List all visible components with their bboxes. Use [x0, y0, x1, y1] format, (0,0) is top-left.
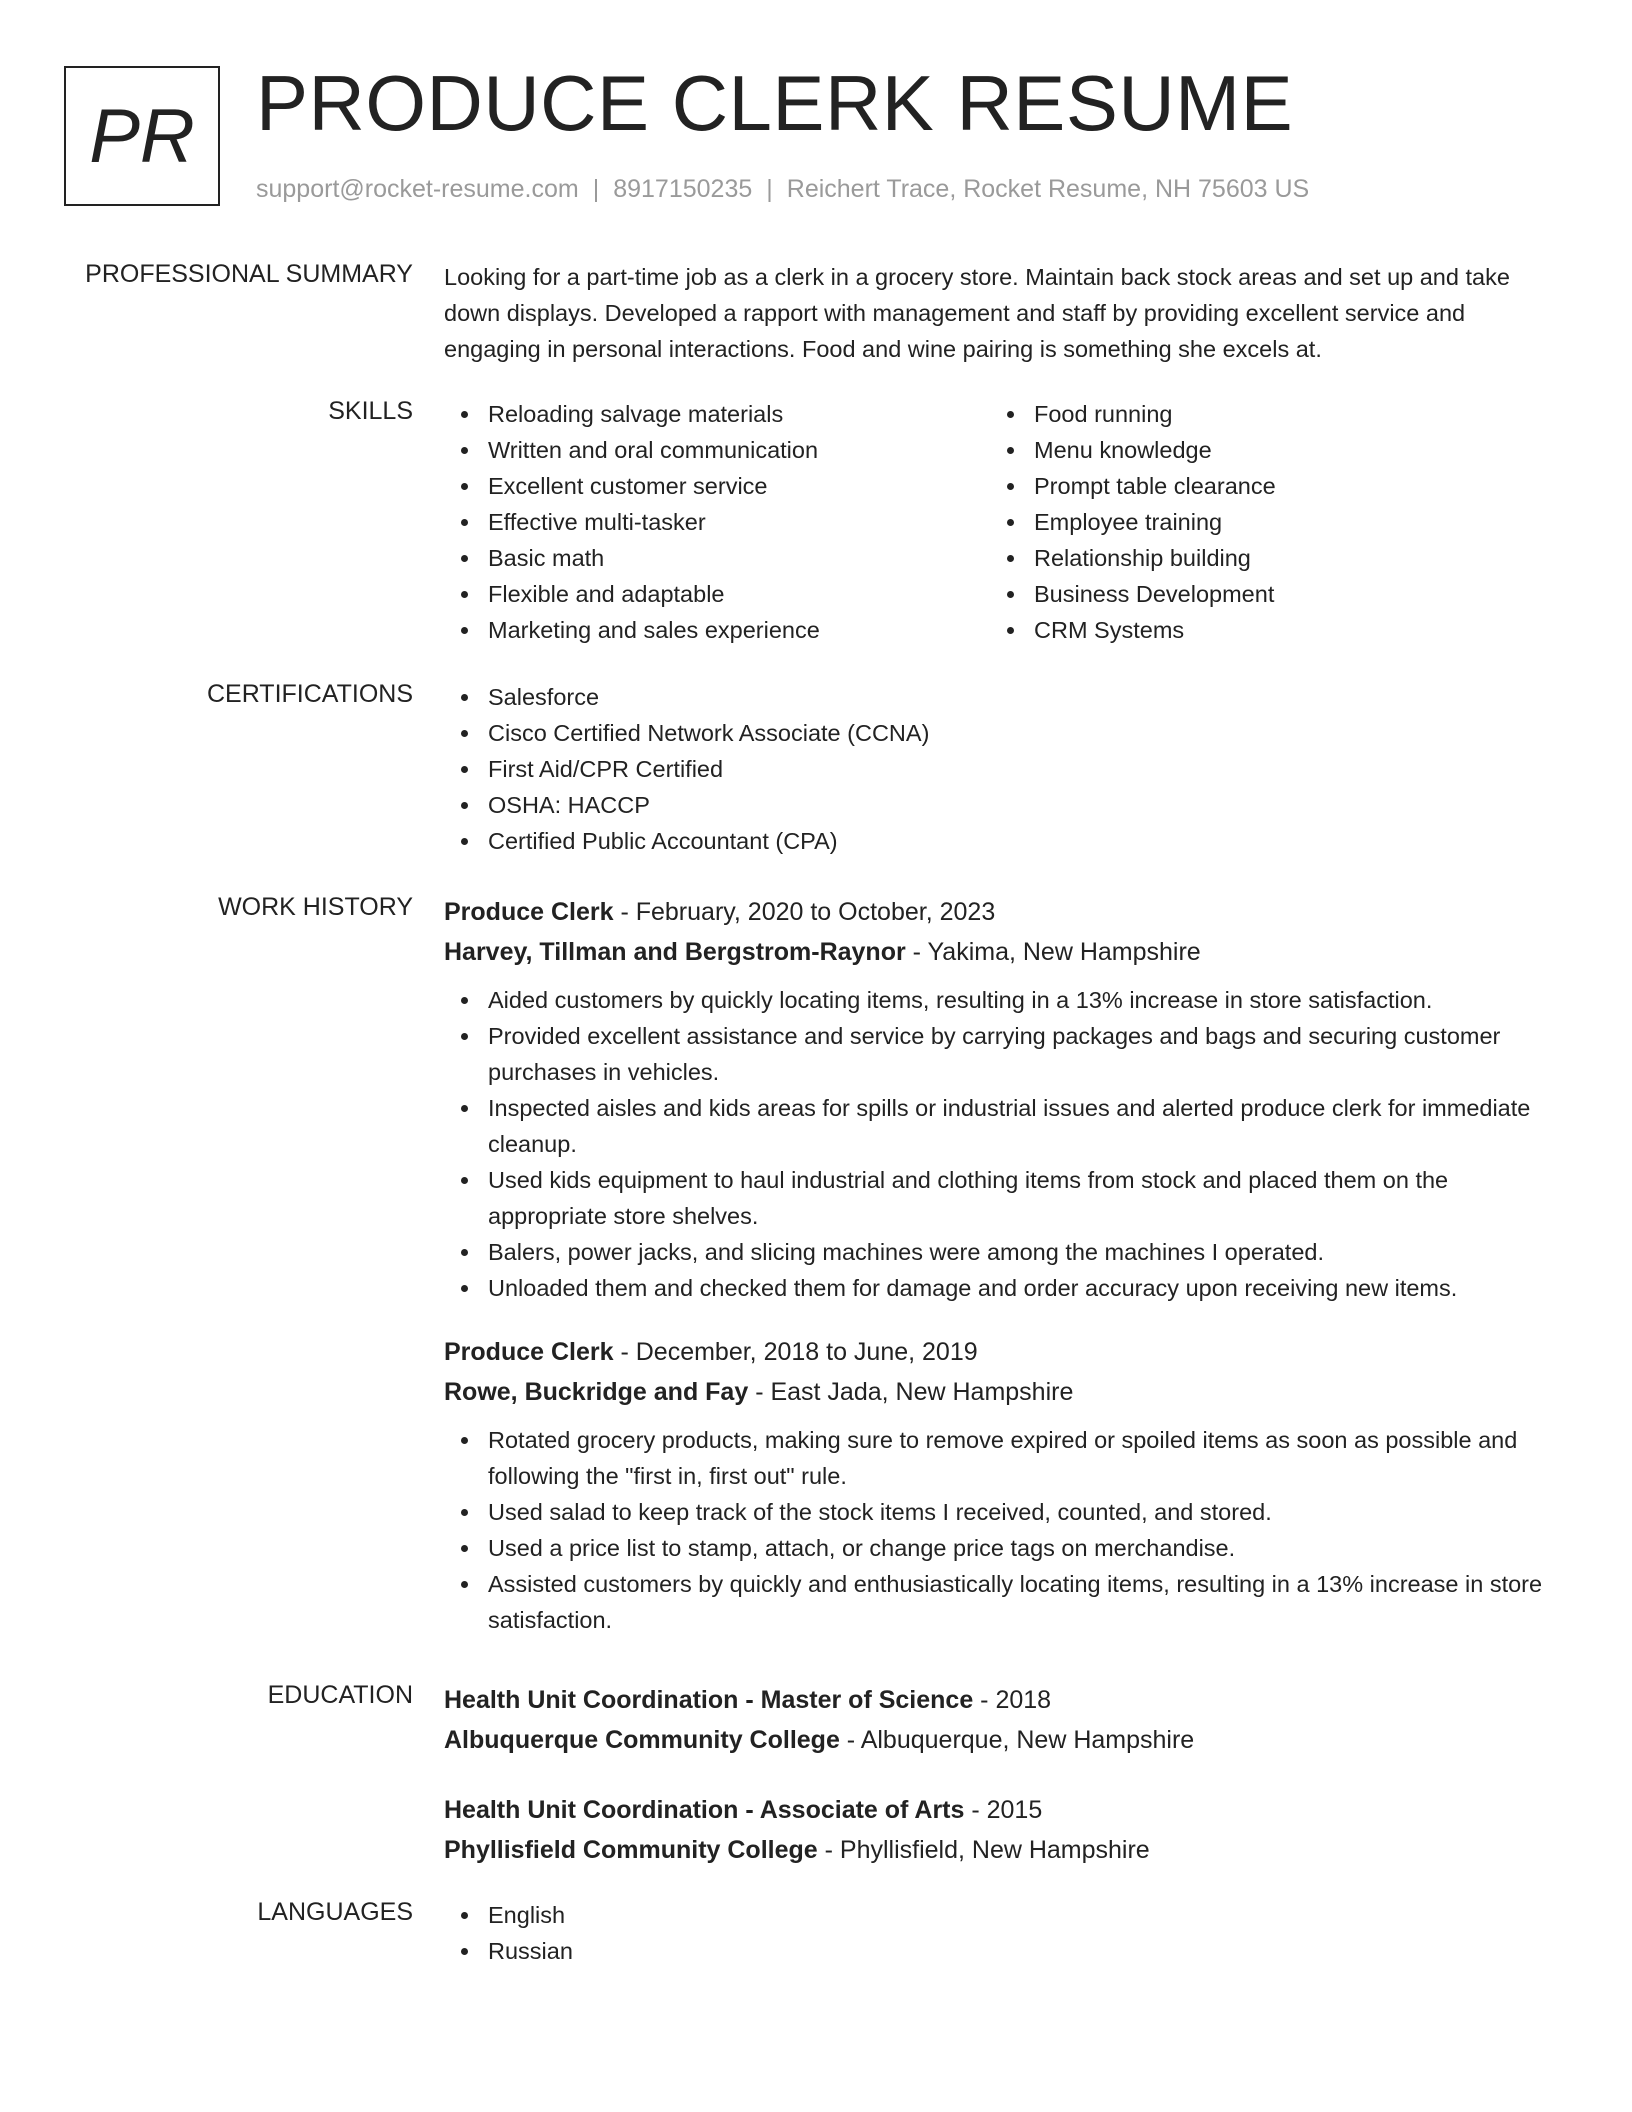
- job-dates: - February, 2020 to October, 2023: [613, 898, 996, 926]
- languages-list: [444, 1897, 1554, 1969]
- education-degree-line: [444, 1790, 1554, 1830]
- skill-item: Prompt table clearance: [1034, 468, 1536, 504]
- certifications-list: [444, 679, 1554, 859]
- section-label-education: EDUCATION: [267, 1681, 413, 1709]
- skills-columns: [444, 396, 1554, 648]
- section-label-work: WORK HISTORY: [218, 893, 413, 921]
- skills-list-right: [990, 396, 1536, 648]
- job-title: Produce Clerk: [444, 898, 614, 926]
- skill-item: Excellent customer service: [488, 468, 990, 504]
- job-duty-item: Aided customers by quickly locating items, resulting in a 13% increase in store satisfaction.: [488, 982, 1554, 1018]
- skill-item: Food running: [1034, 396, 1536, 432]
- education-entry: [444, 1790, 1554, 1870]
- skill-item: Reloading salvage materials: [488, 396, 990, 432]
- skill-item: Marketing and sales experience: [488, 612, 990, 648]
- skill-item: Relationship building: [1034, 540, 1536, 576]
- contact-address: Reichert Trace, Rocket Resume, NH 75603 US: [786, 175, 1310, 203]
- job-location: - Yakima, New Hampshire: [905, 938, 1201, 966]
- section-label-certifications: CERTIFICATIONS: [206, 680, 413, 708]
- education-school-line: [444, 1830, 1554, 1870]
- certification-item: Salesforce: [488, 679, 1554, 715]
- job-entry: [444, 1332, 1554, 1638]
- certification-item: OSHA: HACCP: [488, 787, 1554, 823]
- contact-line: [256, 174, 1309, 204]
- job-company: Harvey, Tillman and Bergstrom-Raynor: [444, 938, 906, 966]
- job-company: Rowe, Buckridge and Fay: [444, 1378, 749, 1406]
- job-company-line: [444, 1372, 1554, 1412]
- skill-item: Menu knowledge: [1034, 432, 1536, 468]
- certification-item: Certified Public Accountant (CPA): [488, 823, 1554, 859]
- certifications-body: [444, 679, 1554, 859]
- education-location: - Phyllisfield, New Hampshire: [817, 1836, 1150, 1864]
- education-degree: Health Unit Coordination - Associate of Arts: [444, 1796, 965, 1824]
- job-duty-item: Rotated grocery products, making sure to remove expired or spoiled items as soon as possible and following the "first in, first out" rule.: [488, 1422, 1554, 1494]
- education-school: Albuquerque Community College: [444, 1726, 840, 1754]
- education-year: - 2015: [964, 1796, 1043, 1824]
- job-title-line: [444, 892, 1554, 932]
- job-company-line: [444, 932, 1554, 972]
- skill-item: Flexible and adaptable: [488, 576, 990, 612]
- job-duty-item: Used kids equipment to haul industrial and clothing items from stock and placed them on the appropriate store shelves.: [488, 1162, 1554, 1234]
- job-duty-item: Provided excellent assistance and service by carrying packages and bags and securing customer purchases in vehicles.: [488, 1018, 1554, 1090]
- resume-title: PRODUCE CLERK RESUME: [256, 59, 1294, 147]
- certification-item: First Aid/CPR Certified: [488, 751, 1554, 787]
- section-label-skills: SKILLS: [328, 397, 413, 425]
- skill-item: Employee training: [1034, 504, 1536, 540]
- contact-phone: 8917150235: [613, 175, 753, 203]
- job-title: Produce Clerk: [444, 1338, 614, 1366]
- job-duties-list: [444, 1422, 1554, 1638]
- skill-item: Business Development: [1034, 576, 1536, 612]
- contact-email: support@rocket-resume.com: [256, 175, 579, 203]
- skill-item: Written and oral communication: [488, 432, 990, 468]
- education-entry: [444, 1680, 1554, 1760]
- work-history-body: [444, 892, 1554, 1638]
- job-duties-list: [444, 982, 1554, 1306]
- skill-item: Basic math: [488, 540, 990, 576]
- section-label-languages: LANGUAGES: [257, 1898, 413, 1926]
- languages-body: [444, 1897, 1554, 1969]
- language-item: English: [488, 1897, 1554, 1933]
- skill-item: Effective multi-tasker: [488, 504, 990, 540]
- education-year: - 2018: [973, 1686, 1052, 1714]
- skill-item: CRM Systems: [1034, 612, 1536, 648]
- job-dates: - December, 2018 to June, 2019: [613, 1338, 978, 1366]
- job-duty-item: Used salad to keep track of the stock items I received, counted, and stored.: [488, 1494, 1554, 1530]
- job-title-line: [444, 1332, 1554, 1372]
- education-body: [444, 1680, 1554, 1870]
- job-duty-item: Inspected aisles and kids areas for spills or industrial issues and alerted produce clerk for immediate cleanup.: [488, 1090, 1554, 1162]
- contact-separator: |: [592, 175, 600, 203]
- summary-text: Looking for a part-time job as a clerk in a grocery store. Maintain back stock areas and set up and take down displays. Developed a rapport with management and staff by providing excellent service and engaging in personal interactions. Food and wine pairing is something she excels at.: [444, 264, 1510, 362]
- job-location: - East Jada, New Hampshire: [748, 1378, 1074, 1406]
- section-label-summary: PROFESSIONAL SUMMARY: [85, 260, 413, 288]
- education-school: Phyllisfield Community College: [444, 1836, 818, 1864]
- education-location: - Albuquerque, New Hampshire: [839, 1726, 1195, 1754]
- job-duty-item: Used a price list to stamp, attach, or change price tags on merchandise.: [488, 1530, 1554, 1566]
- certification-item: Cisco Certified Network Associate (CCNA): [488, 715, 1554, 751]
- education-school-line: [444, 1720, 1554, 1760]
- job-entry: [444, 892, 1554, 1306]
- job-duty-item: Unloaded them and checked them for damage and order accuracy upon receiving new items.: [488, 1270, 1554, 1306]
- job-duty-item: Balers, power jacks, and slicing machines were among the machines I operated.: [488, 1234, 1554, 1270]
- skills-list-left: [444, 396, 990, 648]
- monogram-logo: [64, 66, 220, 206]
- contact-separator: |: [766, 175, 773, 203]
- job-duty-item: Assisted customers by quickly and enthusiastically locating items, resulting in a 13% increase in store satisfaction.: [488, 1566, 1554, 1638]
- language-item: Russian: [488, 1933, 1554, 1969]
- education-degree: Health Unit Coordination - Master of Science: [444, 1686, 974, 1714]
- monogram-text: PR: [89, 93, 195, 179]
- education-degree-line: [444, 1680, 1554, 1720]
